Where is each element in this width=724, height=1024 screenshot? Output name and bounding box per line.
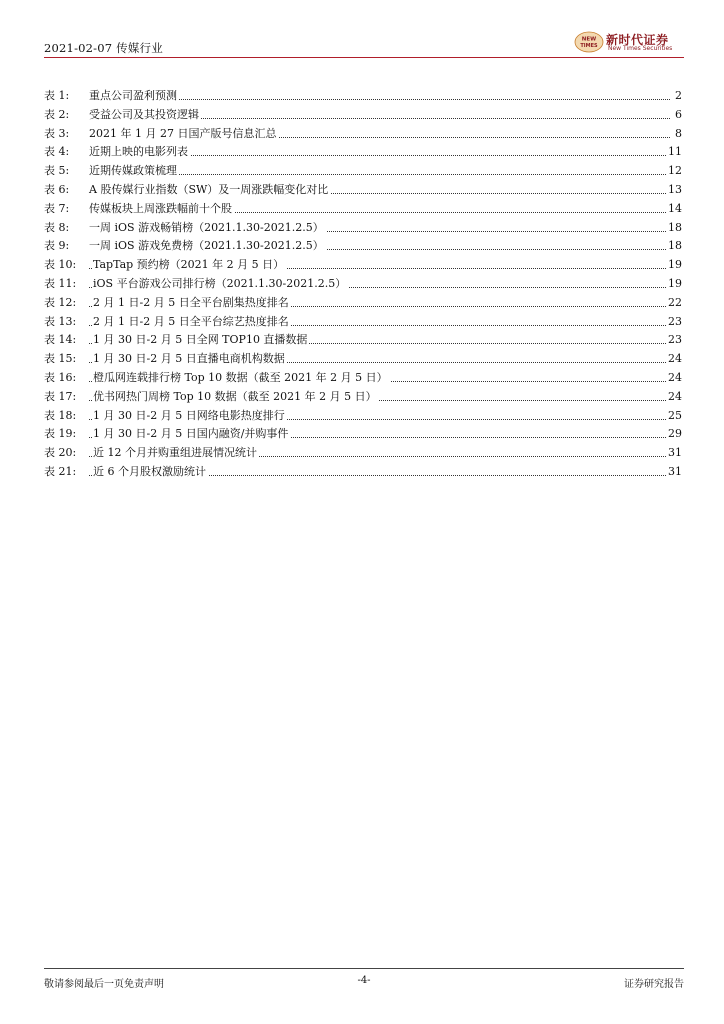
toc-entry[interactable] xyxy=(44,369,682,388)
toc-entry-page: 29 xyxy=(666,425,682,444)
toc-entry-label: 表 3: xyxy=(44,126,70,140)
toc-entry-page: 23 xyxy=(666,331,682,350)
toc-entry-page: 31 xyxy=(666,444,682,463)
toc-entry-page: 23 xyxy=(666,313,682,332)
toc-entry[interactable] xyxy=(44,181,682,200)
toc-entry-title: 1 月 30 日-2 月 5 日全网 TOP10 直播数据 xyxy=(93,331,309,350)
svg-text:TIMES: TIMES xyxy=(580,43,598,49)
toc-entry-label: 表 15: xyxy=(44,352,77,366)
toc-entry-title: 1 月 30 日-2 月 5 日国内融资/并购事件 xyxy=(93,425,290,444)
toc-entry-page: 2 xyxy=(673,87,682,106)
toc-entry-label: 表 14: xyxy=(44,333,77,347)
toc-entry-title: 优书网热门周榜 Top 10 数据（截至 2021 年 2 月 5 日） xyxy=(93,388,379,407)
toc-entry-title: 1 月 30 日-2 月 5 日直播电商机构数据 xyxy=(93,350,287,369)
new-times-logo-icon xyxy=(574,31,604,53)
toc-entry-title: A 股传媒行业指数（SW）及一周涨跌幅变化对比 xyxy=(89,181,330,200)
toc-entry-label: 表 6: xyxy=(44,182,70,196)
toc-entry-label: 表 16: xyxy=(44,370,77,384)
toc-entry[interactable] xyxy=(44,350,682,369)
toc-entry-title: 橙瓜网连载排行榜 Top 10 数据（截至 2021 年 2 月 5 日） xyxy=(93,369,390,388)
toc-entry[interactable] xyxy=(44,162,682,181)
disclaimer-note: 敬请参阅最后一页免责声明 xyxy=(44,979,164,990)
toc-entry-title: 一周 iOS 游戏免费榜（2021.1.30-2021.2.5） xyxy=(89,237,326,256)
toc-entry[interactable] xyxy=(44,275,682,294)
report-date-sector: 2021-02-07 传媒行业 xyxy=(44,41,163,55)
toc-entry-title: 2021 年 1 月 27 日国产版号信息汇总 xyxy=(89,125,278,144)
toc-entry[interactable] xyxy=(44,388,682,407)
toc-entry[interactable] xyxy=(44,87,682,106)
toc-entry-page: 14 xyxy=(666,200,682,219)
toc-entry-page: 24 xyxy=(666,369,682,388)
toc-entry-page: 24 xyxy=(666,388,682,407)
toc-entry-label: 表 18: xyxy=(44,408,77,422)
toc-entry[interactable] xyxy=(44,294,682,313)
toc-entry[interactable] xyxy=(44,219,682,238)
toc-entry[interactable] xyxy=(44,125,682,144)
toc-entry-label: 表 7: xyxy=(44,201,70,215)
toc-entry[interactable] xyxy=(44,313,682,332)
toc-entry-page: 19 xyxy=(666,275,682,294)
toc-entry-label: 表 10: xyxy=(44,258,77,272)
toc-entry-page: 8 xyxy=(673,125,682,144)
toc-entry-title: 近 6 个月股权激励统计 xyxy=(93,463,208,482)
toc-entry-label: 表 9: xyxy=(44,239,70,253)
report-type: 证券研究报告 xyxy=(624,979,684,990)
toc-entry[interactable] xyxy=(44,331,682,350)
toc-entry-label: 表 20: xyxy=(44,446,77,460)
toc-entry-label: 表 21: xyxy=(44,464,77,478)
toc-entry-title: 重点公司盈利预测 xyxy=(89,87,179,106)
footer-divider xyxy=(44,968,684,969)
toc-entry-label: 表 17: xyxy=(44,389,77,403)
svg-text:NEW: NEW xyxy=(581,36,597,43)
toc-entry[interactable] xyxy=(44,444,682,463)
toc-entry-title: 近期上映的电影列表 xyxy=(89,143,190,162)
toc-entry-page: 6 xyxy=(673,106,682,125)
toc-entry-label: 表 4: xyxy=(44,145,70,159)
toc-entry[interactable] xyxy=(44,425,682,444)
page-number: -4- xyxy=(357,975,371,986)
header-divider xyxy=(44,57,684,58)
logo-chinese-name: 新时代证券 xyxy=(606,33,669,47)
toc-entry-page: 22 xyxy=(666,294,682,313)
toc-entry[interactable] xyxy=(44,106,682,125)
toc-entry[interactable] xyxy=(44,200,682,219)
toc-entry-title: TapTap 预约榜（2021 年 2 月 5 日） xyxy=(93,256,286,275)
page-header xyxy=(44,30,684,56)
toc-entry-page: 18 xyxy=(666,219,682,238)
toc-entry[interactable] xyxy=(44,143,682,162)
toc-entry-title: 近期传媒政策梳理 xyxy=(89,162,179,181)
page-footer xyxy=(44,975,684,989)
toc-entry-label: 表 2: xyxy=(44,107,70,121)
toc-entry-label: 表 12: xyxy=(44,295,77,309)
table-of-tables xyxy=(44,87,682,482)
toc-entry-page: 31 xyxy=(666,463,682,482)
toc-entry-label: 表 1: xyxy=(44,89,70,102)
toc-entry-title: 传媒板块上周涨跌幅前十个股 xyxy=(89,200,234,219)
toc-entry-page: 24 xyxy=(666,350,682,369)
company-logo xyxy=(574,30,684,56)
toc-entry-label: 表 11: xyxy=(44,276,77,290)
toc-entry-title: 1 月 30 日-2 月 5 日网络电影热度排行 xyxy=(93,407,287,426)
toc-entry-label: 表 5: xyxy=(44,164,70,178)
toc-entry[interactable] xyxy=(44,407,682,426)
toc-entry-title: 2 月 1 日-2 月 5 日全平台综艺热度排名 xyxy=(93,313,291,332)
toc-entry-label: 表 13: xyxy=(44,314,77,328)
toc-entry-label: 表 8: xyxy=(44,220,70,234)
toc-entry-page: 25 xyxy=(666,407,682,426)
logo-english-name: New Times Securities xyxy=(608,45,673,52)
toc-entry[interactable] xyxy=(44,237,682,256)
toc-entry-title: 2 月 1 日-2 月 5 日全平台剧集热度排名 xyxy=(93,294,291,313)
toc-entry[interactable] xyxy=(44,256,682,275)
toc-entry-page: 19 xyxy=(666,256,682,275)
toc-entry-page: 13 xyxy=(666,181,682,200)
toc-entry-page: 12 xyxy=(666,162,682,181)
toc-entry-label: 表 19: xyxy=(44,427,77,441)
toc-entry-title: 一周 iOS 游戏畅销榜（2021.1.30-2021.2.5） xyxy=(89,219,326,238)
toc-entry-page: 18 xyxy=(666,237,682,256)
toc-entry[interactable] xyxy=(44,463,682,482)
toc-entry-title: 近 12 个月并购重组进展情况统计 xyxy=(93,444,259,463)
toc-entry-page: 11 xyxy=(666,143,682,162)
toc-entry-title: iOS 平台游戏公司排行榜（2021.1.30-2021.2.5） xyxy=(93,275,348,294)
toc-entry-title: 受益公司及其投资逻辑 xyxy=(89,106,201,125)
